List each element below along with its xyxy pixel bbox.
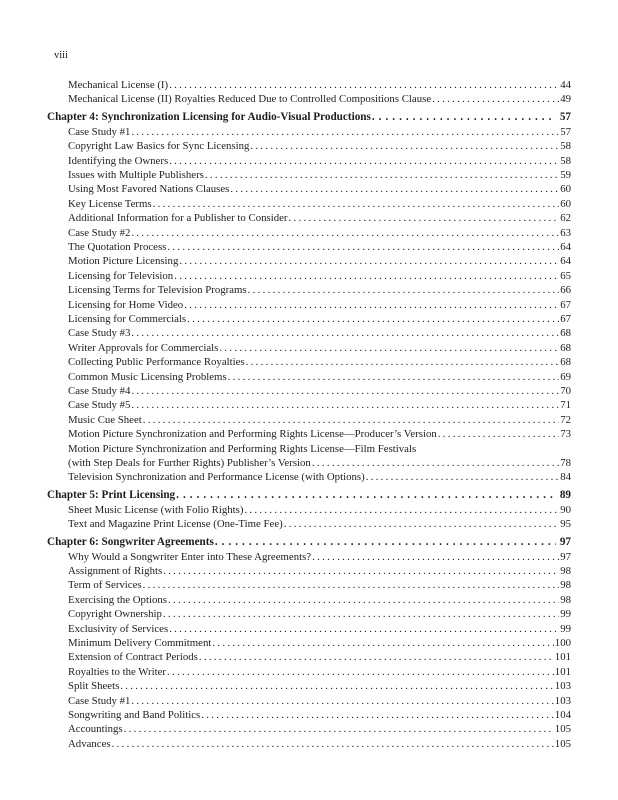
toc-title: Mechanical License (I): [68, 79, 169, 91]
toc-page-number: 103: [554, 694, 571, 707]
toc-chapter-row: [47, 535, 571, 549]
toc-page-number: 98: [560, 579, 571, 592]
toc-title: Key License Terms: [68, 197, 152, 210]
toc-title: Case Study #3: [68, 327, 131, 340]
toc-page-number: 58: [560, 140, 571, 153]
toc-page-number: 105: [554, 723, 571, 736]
leader-dots: [215, 535, 556, 549]
toc-entry-row: [47, 413, 571, 427]
toc-entry-row: [47, 312, 571, 326]
toc-title: Text and Magazine Print License (One-Time Fee): [68, 518, 283, 531]
toc-title: Songwriting and Band Politics: [68, 708, 201, 721]
leader-dots: [112, 737, 554, 751]
leader-dots: [163, 564, 559, 578]
toc-entry-row: [47, 694, 571, 708]
toc-title: Exercising the Options: [68, 593, 167, 606]
leader-dots: [219, 341, 559, 355]
leader-dots: [131, 125, 559, 139]
toc-entry-row: [47, 650, 571, 664]
toc-title: Mechanical License (II) Royalties Reduced Due to Controlled Compositions Clause: [68, 93, 432, 106]
toc-chapter-row: [47, 488, 571, 502]
toc-page-number: 44: [560, 79, 571, 91]
toc-title: Sheet Music License (with Folio Rights): [68, 503, 244, 516]
toc-title: Motion Picture Synchronization and Performing Rights License—Film Festivals: [68, 442, 417, 455]
toc-entry-row: [47, 722, 571, 736]
leader-dots: [124, 722, 554, 736]
toc-entry-row: [47, 154, 571, 168]
toc-title: Minimum Delivery Commitment: [68, 636, 212, 649]
page-folio-number: viii: [54, 50, 69, 61]
toc-entry-row: [47, 550, 571, 564]
leader-dots: [131, 226, 559, 240]
leader-dots: [248, 283, 560, 297]
toc-page-number: 90: [560, 503, 571, 516]
toc-title: Chapter 5: Print Licensing: [47, 489, 176, 502]
toc-title: Music Cue Sheet: [68, 413, 142, 426]
toc-page-number: 67: [560, 298, 571, 311]
leader-dots: [143, 578, 560, 592]
leader-dots: [184, 298, 559, 312]
leader-dots: [176, 488, 556, 502]
toc-title: Exclusivity of Services: [68, 622, 169, 635]
toc-entry-row: [47, 269, 571, 283]
toc-title: Case Study #2: [68, 226, 131, 239]
toc-entry-row: [47, 355, 571, 369]
toc-page-number: 62: [560, 212, 571, 225]
leader-dots: [153, 197, 560, 211]
toc-entry-row: [47, 517, 571, 531]
leader-dots: [174, 269, 559, 283]
toc-title: The Quotation Process: [68, 240, 167, 253]
leader-dots: [289, 211, 560, 225]
leader-dots: [131, 384, 559, 398]
toc-page-number: 103: [554, 680, 571, 693]
toc-title: Copyright Ownership: [68, 608, 162, 621]
toc-page-number: 60: [560, 197, 571, 210]
toc-page-number: 101: [554, 651, 571, 664]
leader-dots: [187, 312, 559, 326]
toc-title: Split Sheets: [68, 680, 120, 693]
leader-dots: [366, 470, 560, 484]
toc-entry-row: [47, 679, 571, 693]
toc-page-number: 69: [560, 370, 571, 383]
toc-entry-row: [47, 622, 571, 636]
toc-page-number: 73: [560, 428, 571, 441]
toc-title: Term of Services: [68, 579, 142, 592]
toc-title: Identifying the Owners: [68, 154, 169, 167]
toc-entry-row: [47, 593, 571, 607]
toc-page-number: 104: [554, 708, 571, 721]
toc-title: Copyright Law Basics for Sync Licensing: [68, 140, 250, 153]
leader-dots: [131, 694, 553, 708]
toc-title: Licensing Terms for Television Programs: [68, 284, 247, 297]
leader-dots: [246, 355, 560, 369]
leader-dots: [169, 78, 559, 92]
leader-dots: [163, 607, 559, 621]
toc-entry-row: [47, 636, 571, 650]
table-of-contents: [47, 78, 571, 751]
leader-dots: [169, 622, 559, 636]
toc-entry-row: [47, 564, 571, 578]
toc-entry-row: [47, 326, 571, 340]
toc-entry-row: [47, 470, 571, 484]
toc-page-number: 65: [560, 269, 571, 282]
toc-page-number: 49: [560, 93, 571, 106]
leader-dots: [244, 503, 559, 517]
toc-title: Licensing for Commercials: [68, 313, 187, 325]
toc-title: Chapter 4: Synchronization Licensing for Audio-Visual Productions: [47, 111, 371, 124]
toc-title: Royalties to the Writer: [68, 665, 167, 678]
leader-dots: [212, 636, 553, 650]
toc-page-number: 68: [560, 341, 571, 354]
toc-page-number: 99: [560, 622, 571, 635]
leader-dots: [372, 110, 556, 124]
toc-title: Writer Approvals for Commercials: [68, 341, 219, 354]
leader-dots: [120, 679, 554, 693]
toc-page-number: 98: [560, 593, 571, 606]
toc-page-number: 98: [560, 564, 571, 577]
toc-page-number: 67: [560, 313, 571, 325]
toc-page-number: 70: [560, 385, 571, 398]
toc-title: Common Music Licensing Problems: [68, 370, 227, 383]
leader-dots: [438, 427, 559, 441]
leader-dots: [250, 139, 559, 153]
toc-chapter-row: [47, 110, 571, 124]
toc-page-number: 64: [560, 255, 571, 268]
toc-entry-row: [47, 92, 571, 106]
toc-title: Motion Picture Synchronization and Performing Rights License—Producer’s Version: [68, 428, 437, 441]
toc-page-number: 64: [560, 240, 571, 253]
toc-title: Issues with Multiple Publishers: [68, 168, 204, 181]
toc-entry-row: [47, 211, 571, 225]
toc-entry-row: [47, 139, 571, 153]
toc-title: Case Study #1: [68, 125, 131, 138]
toc-entry-row: [47, 665, 571, 679]
toc-entry-row: [47, 427, 571, 441]
leader-dots: [230, 182, 559, 196]
toc-title: (with Step Deals for Further Rights) Publisher’s Version: [68, 457, 311, 470]
toc-entry-row: [47, 254, 571, 268]
toc-page-number: 72: [560, 413, 571, 426]
toc-title: Assignment of Rights: [68, 564, 163, 577]
toc-page-number: 59: [560, 168, 571, 181]
toc-title: Case Study #5: [68, 399, 131, 412]
toc-page-number: 66: [560, 284, 571, 297]
leader-dots: [228, 370, 560, 384]
toc-title: Licensing for Home Video: [68, 298, 184, 311]
toc-entry-row: [47, 283, 571, 297]
leader-dots: [179, 254, 559, 268]
toc-page-number: 99: [560, 608, 571, 621]
toc-entry-row: [47, 456, 571, 470]
toc-entry-row: [47, 398, 571, 412]
toc-entry-row: [47, 298, 571, 312]
leader-dots: [201, 708, 554, 722]
toc-entry-row: [47, 578, 571, 592]
leader-dots: [169, 154, 559, 168]
toc-title: Chapter 6: Songwriter Agreements: [47, 536, 214, 549]
toc-entry-row: [47, 125, 571, 139]
leader-dots: [168, 593, 559, 607]
toc-title: Why Would a Songwriter Enter into These Agreements?: [68, 550, 312, 563]
toc-page-number: 97: [560, 550, 571, 563]
toc-entry-row: [47, 226, 571, 240]
toc-page-number: 57: [559, 111, 571, 124]
toc-title: Accountings: [68, 723, 123, 736]
toc-page-number: 63: [560, 226, 571, 239]
toc-title: Motion Picture Licensing: [68, 255, 179, 268]
toc-entry-row: [47, 341, 571, 355]
toc-page-number: 57: [560, 125, 571, 138]
toc-title: Advances: [68, 737, 111, 750]
leader-dots: [167, 240, 559, 254]
toc-entry-row: [47, 197, 571, 211]
toc-entry-row: [47, 78, 571, 92]
toc-entry-row: [47, 384, 571, 398]
toc-entry-row: [47, 708, 571, 722]
toc-entry-row: [47, 182, 571, 196]
leader-dots: [143, 413, 559, 427]
toc-page-number: 58: [560, 154, 571, 167]
toc-page-number: 97: [559, 536, 571, 549]
toc-title: Using Most Favored Nations Clauses: [68, 183, 230, 196]
toc-title: Collecting Public Performance Royalties: [68, 356, 245, 369]
toc-page-number: 78: [560, 457, 571, 470]
toc-page-number: 105: [554, 737, 571, 750]
leader-dots: [432, 92, 559, 106]
leader-dots: [131, 398, 559, 412]
toc-entry-row: [47, 737, 571, 751]
toc-entry-row: [47, 168, 571, 182]
leader-dots: [199, 650, 554, 664]
leader-dots: [167, 665, 554, 679]
toc-page-number: 100: [554, 636, 571, 649]
toc-page-number: 101: [554, 665, 571, 678]
toc-page-number: 68: [560, 356, 571, 369]
toc-page-number: 71: [560, 399, 571, 412]
toc-entry-row: [47, 503, 571, 517]
toc-page-number: 84: [560, 471, 571, 484]
toc-page-number: 68: [560, 327, 571, 340]
leader-dots: [312, 456, 559, 470]
toc-page-number: 95: [560, 518, 571, 531]
leader-dots: [284, 517, 559, 531]
toc-title: Licensing for Television: [68, 269, 174, 282]
leader-dots: [205, 168, 559, 182]
toc-entry-row: [47, 607, 571, 621]
toc-page-number: 60: [560, 183, 571, 196]
toc-title: Television Synchronization and Performance License (with Options): [68, 471, 365, 484]
toc-title: Additional Information for a Publisher to Consider: [68, 212, 288, 225]
toc-entry-row: [47, 240, 571, 254]
toc-entry-row: [47, 442, 571, 456]
toc-page-number: 89: [559, 489, 571, 502]
leader-dots: [312, 550, 559, 564]
toc-title: Extension of Contract Periods: [68, 651, 198, 664]
leader-dots: [131, 326, 559, 340]
toc-entry-row: [47, 370, 571, 384]
toc-title: Case Study #4: [68, 385, 131, 398]
toc-title: Case Study #1: [68, 694, 131, 707]
